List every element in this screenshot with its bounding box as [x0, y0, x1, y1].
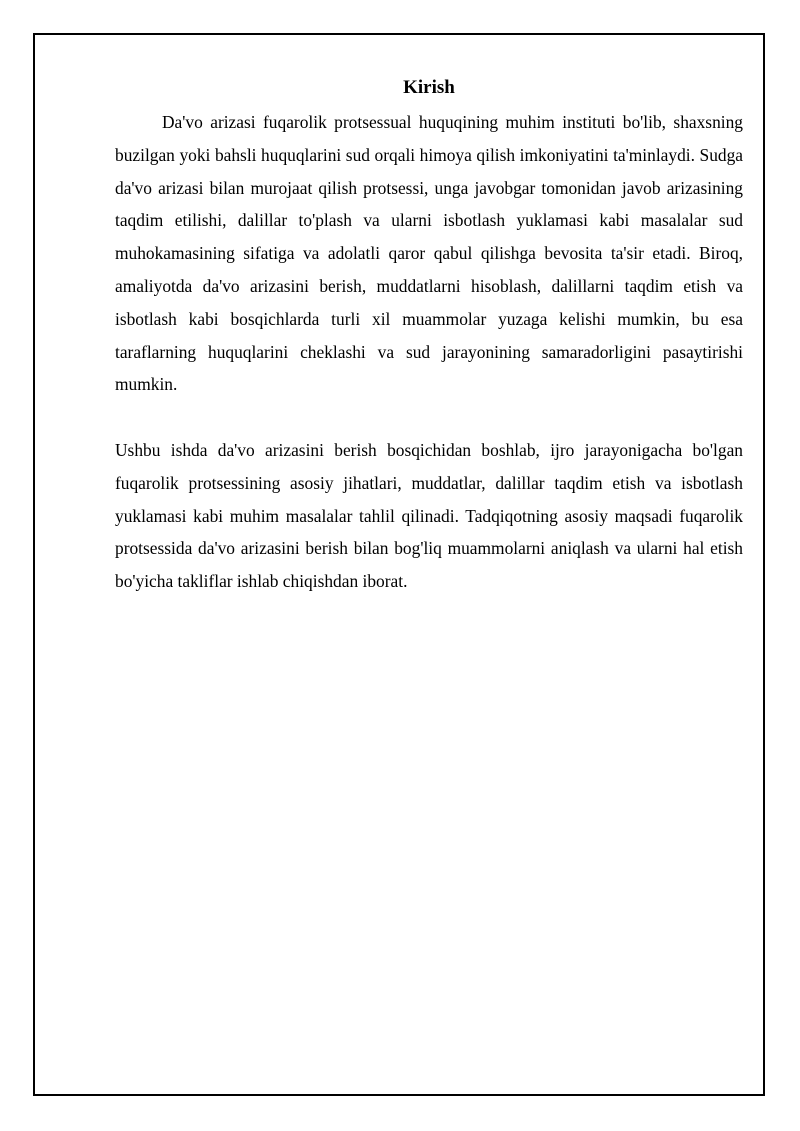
paragraph-intro: Da'vo arizasi fuqarolik protsessual huquqining muhim instituti bo'lib, shaxsning buzilgan yoki bahsli huquqlarini sud orqali himoya qilish imkoniyatini ta'minlaydi. Sudga da'vo arizasi bilan murojaat qilish protsessi, unga javobgar tomonidan javob arizasining taqdim etilishi, dalillar to'plash va ularni isbotlash yuklamasi kabi masalalar sud muhokamasining sifatiga va adolatli qaror qabul qilishga bevosita ta'sir etadi. Biroq, amaliyotda da'vo arizasini berish, muddatlarni hisoblash, dalillarni taqdim etish va isbotlash kabi bosqichlarda turli xil muammolar yuzaga kelishi mumkin, bu esa taraflarning huquqlarini cheklashi va sud jarayonining samaradorligini pasaytirishi mumkin. [115, 112, 743, 395]
paragraph-purpose: Ushbu ishda da'vo arizasini berish bosqichidan boshlab, ijro jarayonigacha bo'lgan fuqarolik protsessining asosiy jihatlari, muddatlar, dalillar taqdim etish va isbotlash yuklamasi kabi muhim masalalar tahlil qilinadi. Tadqiqotning asosiy maqsadi fuqarolik protsessida da'vo arizasini berish bilan bog'liq muammolarni aniqlash va ularni hal etish bo'yicha takliflar ishlab chiqishdan iborat. [115, 439, 743, 592]
paragraph-gap [115, 401, 743, 434]
document-body [115, 76, 743, 598]
document-title: Kirish [403, 77, 455, 98]
